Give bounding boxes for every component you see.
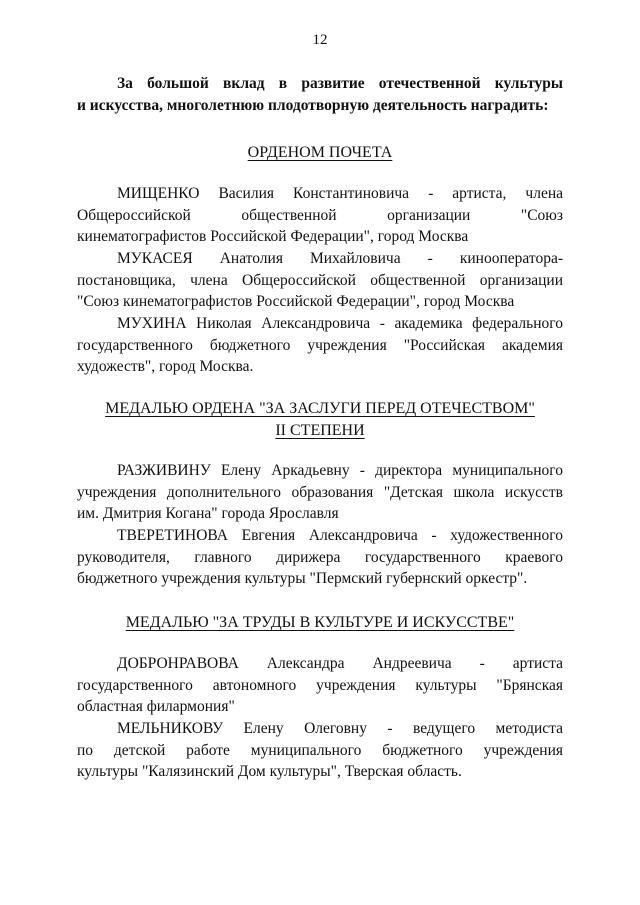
heading-line: МЕДАЛЬЮ "ЗА ТРУДЫ В КУЛЬТУРЕ И ИСКУССТВЕ" xyxy=(125,614,515,631)
entry-line: им. Дмитрия Когана" города Ярославля xyxy=(77,505,339,522)
entry-line: государственного автономного учреждения культуры "Брянская xyxy=(77,676,563,694)
page-number: 12 xyxy=(312,32,328,48)
entry-line: МИЩЕНКО Василия Константиновича - артиста, члена xyxy=(117,185,563,202)
decree-intro xyxy=(77,73,563,117)
entry-line: по детской работе муниципального бюджетного учреждения xyxy=(77,741,563,759)
award-entry xyxy=(77,183,563,248)
entry-line: кинематографистов Российской Федерации", город Москва xyxy=(77,228,469,245)
award-entry xyxy=(77,718,563,783)
entry-line: художеств", город Москва. xyxy=(77,358,254,375)
award-entry xyxy=(77,248,563,313)
entry-line: государственного бюджетного учреждения "Российская академия xyxy=(77,336,563,354)
heading-line: II СТЕПЕНИ xyxy=(275,422,365,439)
heading-line: МЕДАЛЬЮ ОРДЕНА "ЗА ЗАСЛУГИ ПЕРЕД ОТЕЧЕСТВОМ" xyxy=(105,400,535,417)
entry-line: ДОБРОНРАВОВА Александра Андреевича - артиста xyxy=(117,655,563,672)
entry-line: Общероссийской общественной организации "Союз xyxy=(77,206,563,224)
award-entry xyxy=(77,460,563,525)
entry-line: бюджетного учреждения культуры "Пермский губернский оркестр". xyxy=(77,570,528,587)
intro-line-2: и искусства, многолетнюю плодотворную деятельность наградить: xyxy=(77,97,549,114)
entry-line: учреждения дополнительного образования "Детская школа искусств xyxy=(77,483,563,501)
entry-line: МУКАСЕЯ Анатолия Михайловича - кинооператора- xyxy=(117,250,563,267)
entry-line: МУХИНА Николая Александровича - академика федерального xyxy=(117,315,563,332)
entry-line: культуры "Калязинский Дом культуры", Тверская область. xyxy=(77,763,462,780)
entry-line: МЕЛЬНИКОВУ Елену Олеговну - ведущего методиста xyxy=(117,720,563,737)
entry-line: постановщика, члена Общероссийской общественной организации xyxy=(77,271,563,289)
entry-line: руководителя, главного дирижера государственного краевого xyxy=(77,548,563,566)
entry-line: РАЗЖИВИНУ Елену Аркадьевну - директора муниципального xyxy=(117,462,563,479)
intro-line-1: За большой вклад в развитие отечественной культуры xyxy=(117,75,563,92)
section-heading-order-of-honour xyxy=(77,142,563,164)
section-heading-culture-medal xyxy=(77,612,563,634)
entry-line: ТВЕРЕТИНОВА Евгения Александровича - художественного xyxy=(117,527,563,544)
award-entry xyxy=(77,313,563,378)
award-entry xyxy=(77,525,563,590)
section-heading-merit-medal xyxy=(77,398,563,442)
entry-line: областная филармония" xyxy=(77,698,235,715)
entry-line: "Союз кинематографистов Российской Федерации", город Москва xyxy=(77,293,515,310)
heading-line: ОРДЕНОМ ПОЧЕТА xyxy=(247,144,393,161)
award-entry xyxy=(77,653,563,718)
